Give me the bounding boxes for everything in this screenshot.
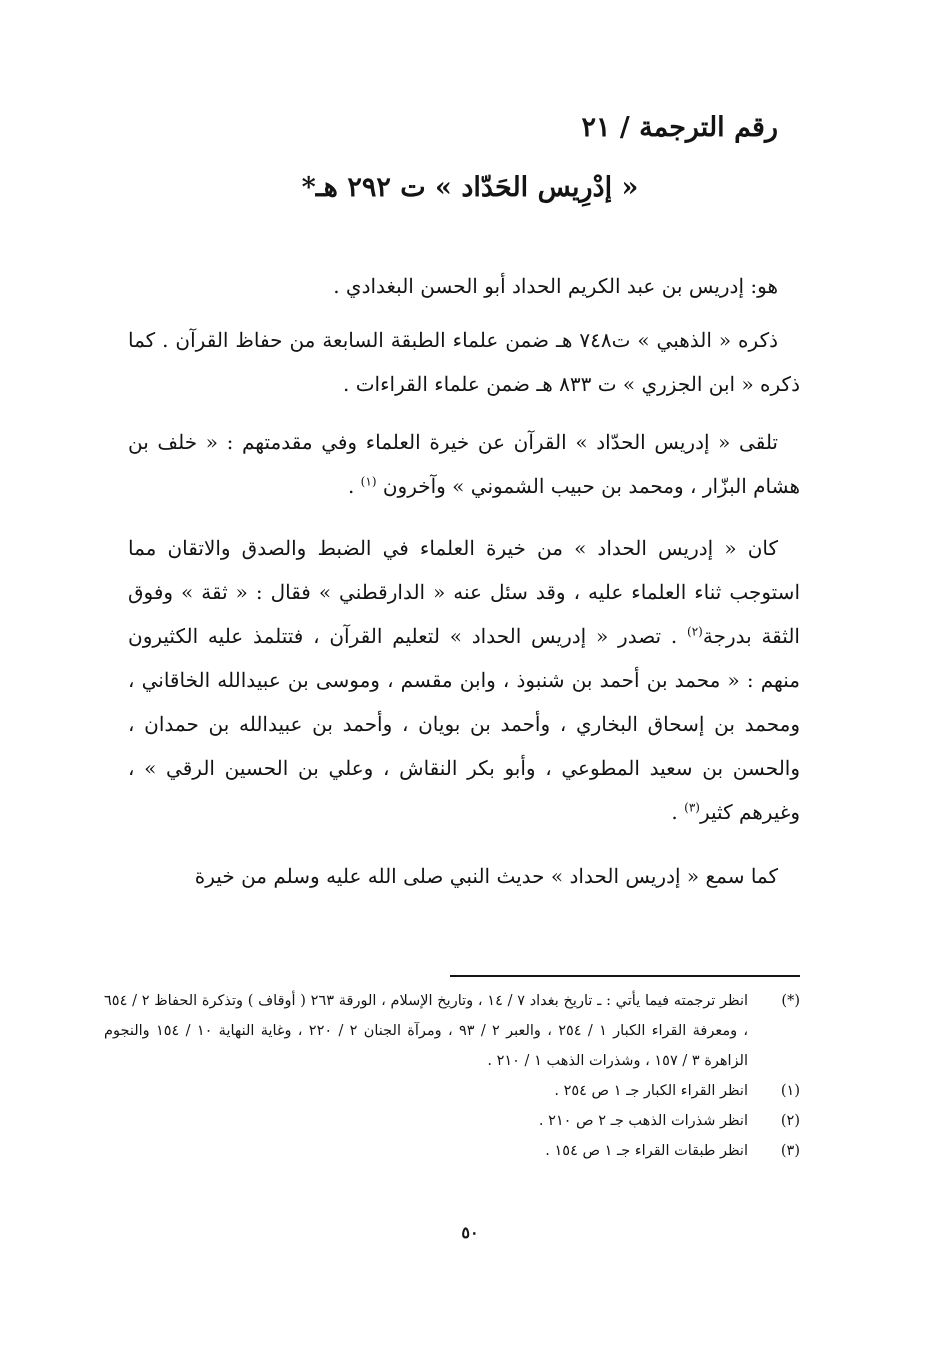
footnote-text: انظر شذرات الذهب جـ ٢ ص ٢١٠ .: [538, 1113, 748, 1129]
footnotes-section: [104, 986, 800, 1166]
footnote-1: [104, 1076, 800, 1106]
paragraph-teachers-end: .: [347, 474, 361, 498]
paragraph-students-end: .: [671, 800, 685, 824]
footnote-text: انظر ترجمته فيما يأتي : ـ تاريخ بغداد ٧ / ١٤ ، وتاريخ الإسلام ، الورقة ٢٦٣ ( أوقاف ) وتذكرة الحفاظ ٢ / ٦٥٤ ، ومعرفة القراء الكبار ١ / ٢٥٤ ، والعبر ٢ / ٩٣ ، ومرآة الجنان ٢ / ٢٢٠ ، وغاية النهاية ١٠ / ١٥٤ والنجوم الزاهرة ٣ / ١٥٧ ، وشذرات الذهب ١ / ٢١٠ .: [104, 993, 749, 1069]
footnote-star: [104, 986, 800, 1076]
paragraph-students: [128, 526, 800, 834]
paragraph-teachers-text: تلقى « إدريس الحدّاد » القرآن عن خيرة العلماء وفي مقدمتهم : « خلف بن هشام البزّار ، ومحمد بن حبيب الشموني » وآخرون: [128, 430, 800, 498]
paragraph-hadith-text: كما سمع « إدريس الحداد » حديث النبي صلى الله عليه وسلم من خيرة: [194, 864, 778, 888]
footnote-mark: (*): [781, 993, 800, 1009]
paragraph-identity-text: هو: إدريس بن عبد الكريم الحداد أبو الحسن البغدادي .: [333, 274, 778, 298]
paragraph-mentions: [128, 318, 800, 406]
footnote-ref-1[interactable]: (١): [360, 474, 377, 489]
footnote-text: انظر طبقات القراء جـ ١ ص ١٥٤ .: [545, 1143, 748, 1159]
paragraph-mentions-text: ذكره « الذهبي » ت٧٤٨ هـ ضمن علماء الطبقة السابعة من حفاظ القرآن . كما ذكره « ابن الجزري » ت ٨٣٣ هـ ضمن علماء القراءات .: [128, 328, 800, 396]
paragraph-identity: [128, 264, 800, 308]
page-number: ٥٠: [461, 1223, 479, 1242]
footnote-mark: (٣): [780, 1143, 800, 1159]
footnote-3: [104, 1136, 800, 1166]
footnote-mark: (١): [780, 1083, 800, 1099]
footnote-ref-2[interactable]: (٢): [687, 624, 703, 639]
footnote-ref-3[interactable]: (٣): [684, 800, 700, 815]
footnote-divider: [450, 975, 800, 977]
entry-title: « إدْرِيس الحَدّاد » ت ٢٩٢ هـ*: [301, 172, 639, 203]
footnote-text: انظر القراء الكبار جـ ١ ص ٢٥٤ .: [554, 1083, 748, 1099]
entry-number-label: رقم الترجمة / ٢١: [581, 112, 778, 143]
paragraph-students-text-a: كان « إدريس الحداد » من خيرة العلماء في الضبط والصدق والاتقان مما استوجب ثناء العلماء عليه ، وقد سئل عنه « الدارقطني » فقال : « ثقة » وفوق الثقة بدرجة: [128, 536, 800, 648]
paragraph-teachers: [128, 420, 800, 508]
paragraph-hadith: [128, 854, 800, 898]
footnote-2: [104, 1106, 800, 1136]
footnote-mark: (٢): [780, 1113, 800, 1129]
paragraph-students-text-b: . تصدر « إدريس الحداد » لتعليم القرآن ، فتتلمذ عليه الكثيرون منهم : « محمد بن أحمد بن شنبوذ ، وابن مقسم ، وموسى بن عبيدالله الخاقاني ، ومحمد بن إسحاق البخاري ، وأحمد بن بويان ، وأحمد بن عبيدالله بن حمدان ، والحسن بن سعيد المطوعي ، وأبو بكر النقاش ، وعلي بن الحسين الرقي » ، وغيرهم كثير: [128, 624, 800, 824]
